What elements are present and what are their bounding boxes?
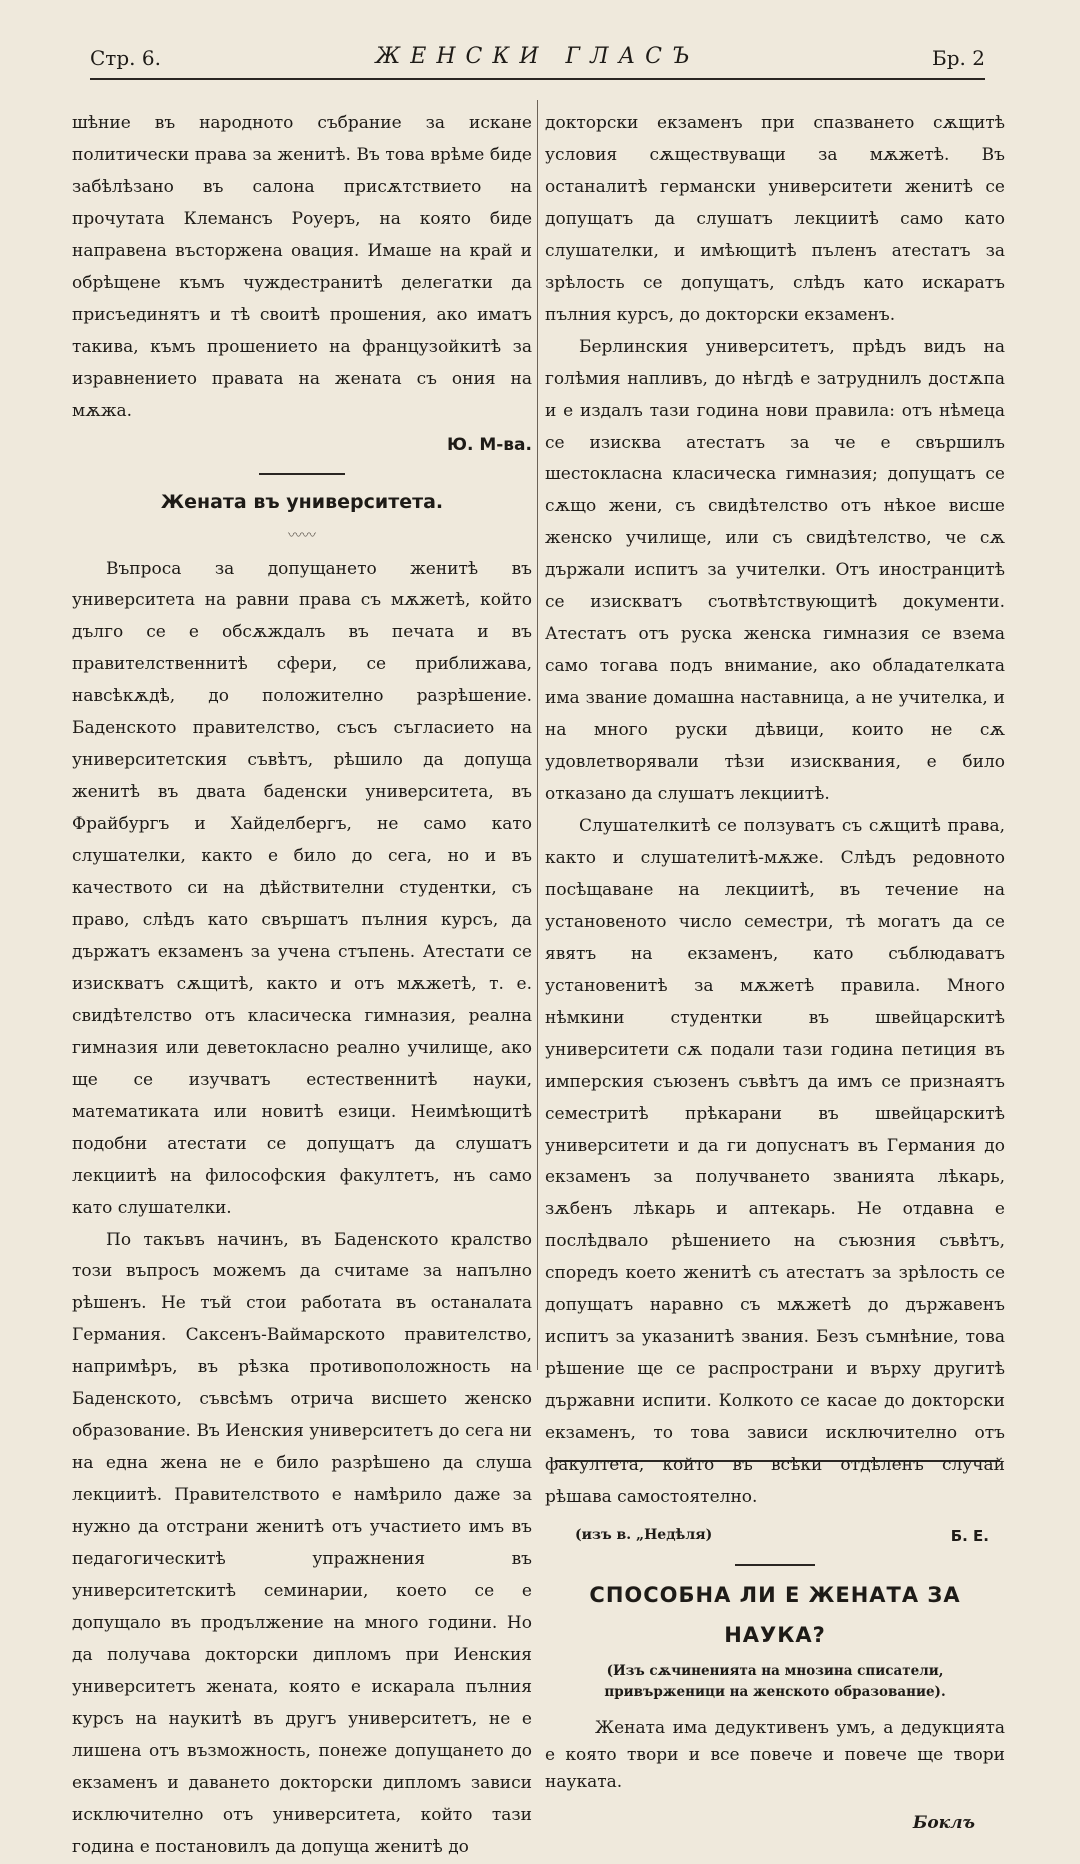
header-rule xyxy=(90,78,985,80)
section-separator-2 xyxy=(735,1564,815,1566)
article-paragraph-1: Въпроса за допущането женитѣ въ университета на равни права съ мѫжетѣ, който дълго се е обсѫждалъ въ печата и въ правителственнитѣ сфери, се приближава, навсѣкѫдѣ, до положително разрѣшение. Баденското правителство, съсъ съгласието на университетския съвѣтъ, рѣшило да допуща женитѣ въ двата баденски университета, въ Фрайбургъ и Хайделбергъ, не само като слушателки, както е било до сега, но и въ качеството си на дѣйствителни студентки, съ право, слѣдъ като свършатъ пълния курсъ, да държатъ екзаменъ за учена стъпень. Атестати се изискватъ сѫщитѣ, както и отъ мѫжетѣ, т. е. свидѣтелство отъ класическа гимназия, реална гимназия или деветокласно реално училище, ако ще се изучватъ естественнитѣ науки, математиката или новитѣ езици. Неимѣющитѣ подобни атестати се допущатъ да слушатъ лекциитѣ на философския факултетъ, нъ само като слушателки. xyxy=(72,558,532,1218)
quote-text: Жената има дедуктивенъ умъ, а дедукцията е която твори и все повече и повече ще твори науката. xyxy=(545,1717,1005,1793)
article-paragraph-3: Берлинския университетъ, прѣдъ видъ на голѣмия напливъ, до нѣгдѣ е затруднилъ достѫпа и е издалъ тази година нови правила: отъ нѣмеца се изисква атестатъ за че е свършилъ шестокласна класическа гимназия; допущатъ се сѫщо жени, съ свидѣтелство отъ нѣкое висше женско училище, или съ свидѣтелство, че сѫ държали испитъ за учителки. Отъ иностранцитѣ се изискватъ съотвѣтствующитѣ документи. Атестатъ отъ руска женска гимназия се взема само тогава подъ внимание, ако обладателката има звание домашна наставница, а не учителка, и на много руски дѣвици, които не сѫ удовлетворявали тѣзи изисквания, е било отказано да слушатъ лекциитѣ. xyxy=(545,336,1005,805)
title-ornament: 〰〰 xyxy=(288,528,316,545)
journal-title: ЖЕНСКИ ГЛАСЪ xyxy=(375,44,700,69)
left-column xyxy=(72,108,532,1864)
article-paragraph-4: Слушателкитѣ се ползуватъ съ сѫщитѣ права, както и слушателитѣ-мѫже. Слѣдъ редовното посѣщаване на лекциитѣ, въ течение на установеното число семестри, тѣ могатъ да се явятъ на екзаменъ, като съблюдаватъ установенитѣ за мѫжетѣ правила. Много нѣмкини студентки въ швейцарскитѣ университети сѫ подали тази година петиция въ имперския съюзенъ съвѣтъ да имъ се признаятъ семестритѣ прѣкарани въ швейцарскитѣ университети и да ги допуснатъ въ Германия до екзаменъ за получването званията лѣкарь, зѫбенъ лѣкарь и аптекарь. Не отдавна е послѣдвало рѣшението на съюзния съвѣтъ, споредъ което женитѣ съ атестатъ за зрѣлость се допущатъ наравно съ мѫжетѣ до държавенъ испитъ за указанитѣ звания. Безъ съмнѣние, това рѣшение ще се распространи и върху другитѣ държавни испити. Колкото се касае до докторски екзаменъ, то това зависи исключително отъ факултета, който въ всѣки отдѣленъ случай рѣшава самостоятелно. xyxy=(545,815,1005,1507)
issue-number: Бр. 2 xyxy=(932,46,985,70)
article-paragraph-continued: докторски екзаменъ при спазването сѫщитѣ условия сѫществуващи за мѫжетѣ. Въ останалитѣ германски университети женитѣ се допущатъ да слушатъ лекциитѣ само като слушателки, и имѣющитѣ пъленъ атестатъ за зрѣлость се допущатъ, слѣдъ като искаратъ пълния курсъ, до докторски екзаменъ. xyxy=(545,113,1005,325)
bottom-rule xyxy=(555,1460,1000,1462)
section-separator xyxy=(259,473,345,475)
section2-subtitle: (Изъ сѫчиненията на мнозина списатели, привърженици на женското образование). xyxy=(604,1663,946,1700)
intro-signature: Ю. М-ва. xyxy=(447,434,532,455)
article-source: (изъ в. „Недѣля) xyxy=(575,1526,713,1543)
article-paragraph-2: По такъвъ начинъ, въ Баденското кралство този въпросъ можемъ да считаме за напълно рѣшенъ. Не тъй стои работата въ останалата Германия. Саксенъ-Ваймарското правителство, напримѣръ, въ рѣзка противоположность на Баденското, съвсѣмъ отрича висшето женско образование. Въ Иенския университетъ до сега ни на една жена не е било разрѣшено да слуша лекциитѣ. Правителството е намѣрило даже за нужно да отстрани женитѣ отъ участието имъ въ педагогическитѣ упражнения въ университетскитѣ семинарии, което се е допущало въ продължение на много години. Но да получава докторски дипломъ при Иенския университетъ жената, която е искарала пълния курсъ на наукитѣ въ другъ университетъ, не е лишена отъ възможность, понеже допущането до екзаменъ и даването докторски дипломъ зависи исключително отъ университета, който тази година е постановилъ да допуща женитѣ до xyxy=(72,1229,532,1857)
article-source-row xyxy=(545,1522,1005,1550)
page-header xyxy=(90,40,985,90)
quote-author: Боклъ xyxy=(912,1813,975,1834)
article-title: Жената въ университета. xyxy=(160,491,444,514)
intro-paragraph: шѣние въ народното събрание за искане политически права за женитѣ. Въ това врѣме биде забѣлѣзано въ салона присѫтствието на прочутата Клемансъ Роуеръ, на която биде направена въсторжена овация. Имаше на край и обрѣщене къмъ чуждестранитѣ делегатки да присъединятъ и тѣ своитѣ прошения, ако иматъ такива, къмъ прошението на французойкитѣ за изравнението правата на жената съ ония на мѫжа. xyxy=(72,113,532,421)
right-column xyxy=(545,108,1005,1840)
section2-title: СПОСОБНА ЛИ Е ЖЕНАТА ЗА НАУКА? xyxy=(589,1583,961,1647)
column-divider xyxy=(537,100,538,1370)
page-number: Стр. 6. xyxy=(90,46,161,70)
article-author: Б. Е. xyxy=(950,1526,989,1545)
